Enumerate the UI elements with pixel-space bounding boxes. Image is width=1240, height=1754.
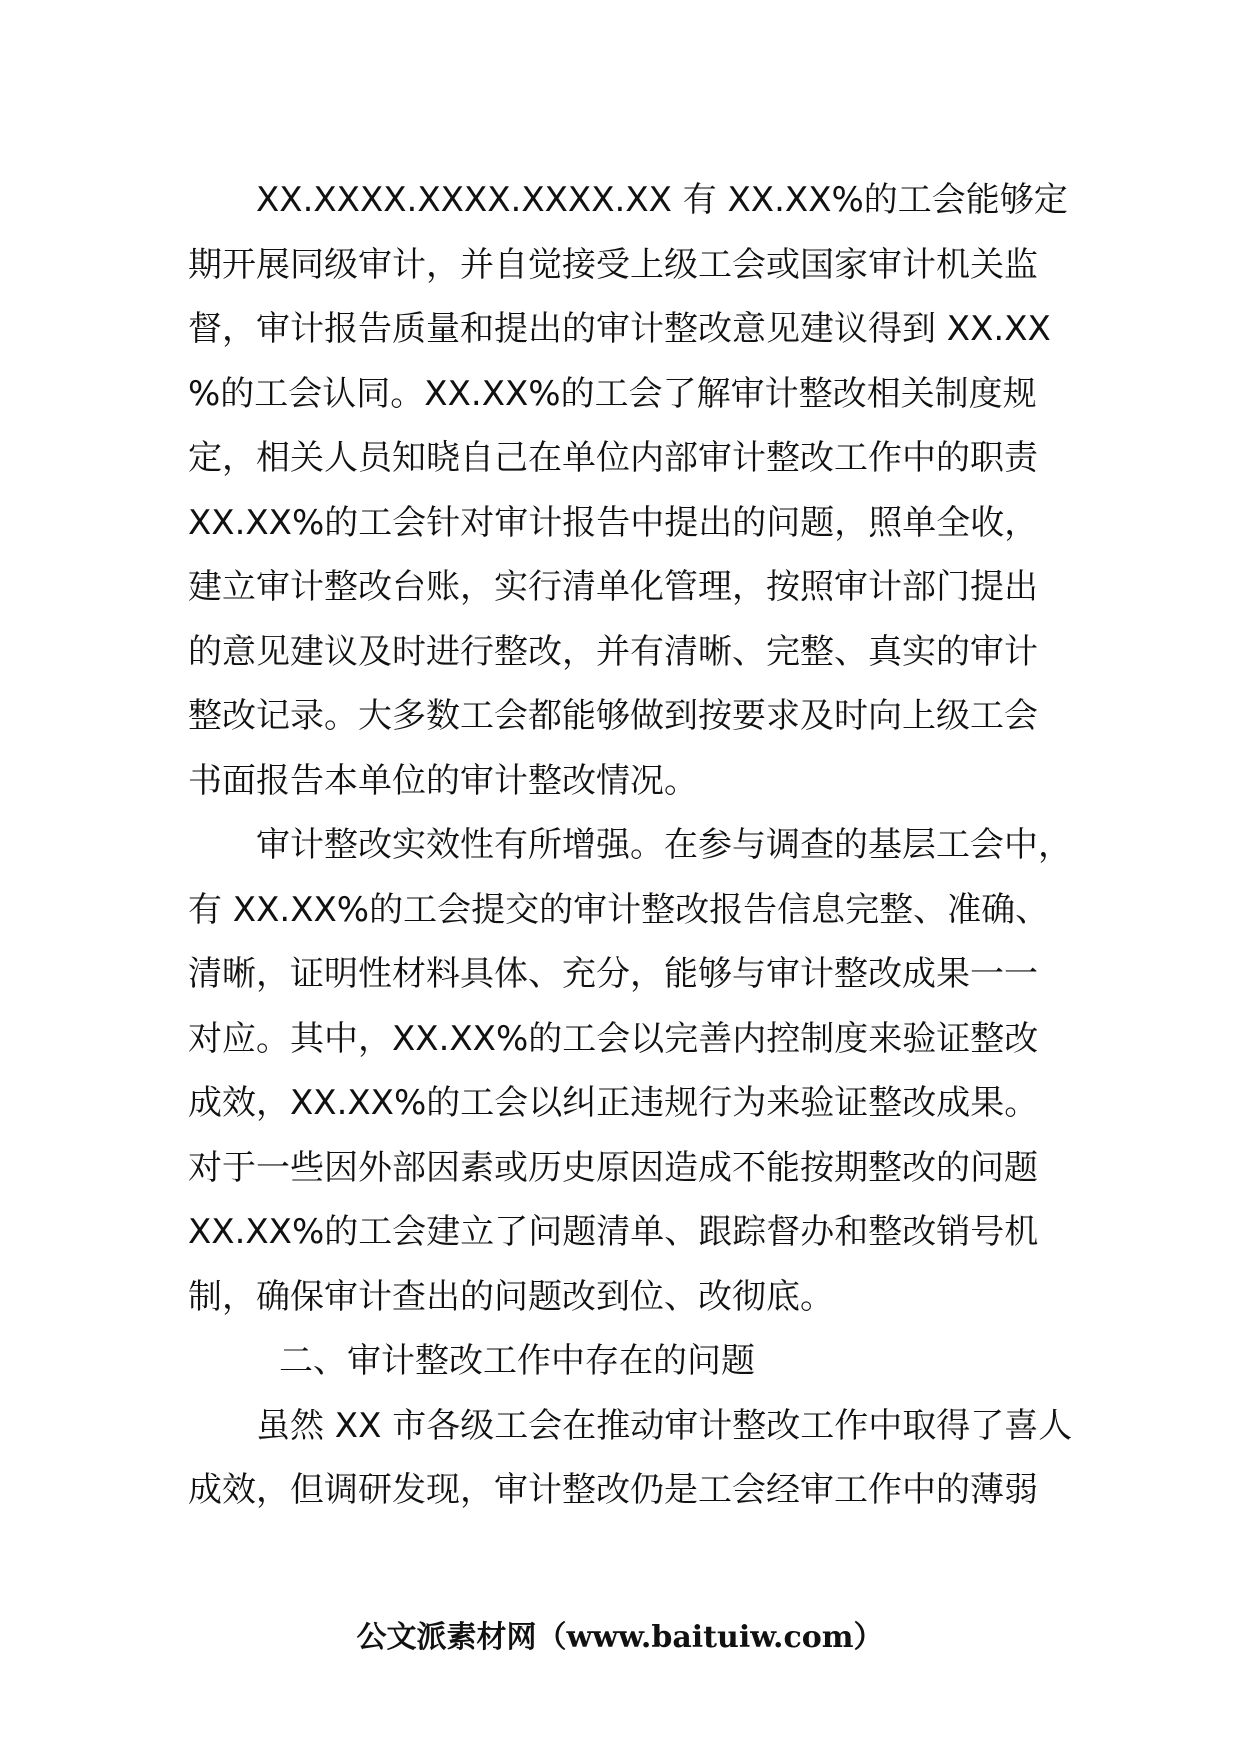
text-line: 对于一些因外部因素或历史原因造成不能按期整改的问题 xyxy=(188,1147,1038,1188)
text-line: 制，确保审计查出的问题改到位、改彻底。 xyxy=(188,1276,834,1317)
text-line: 虽然 XX 市各级工会在推动审计整改工作中取得了喜人 xyxy=(256,1405,1073,1446)
text-line: 成效，XX.XX%的工会以纠正违规行为来验证整改成果。 xyxy=(188,1083,1039,1123)
text-line: 整改记录。大多数工会都能够做到按要求及时向上级工会 xyxy=(188,696,1038,736)
text-line: XX.XX%的工会建立了问题清单、跟踪督办和整改销号机 xyxy=(188,1212,1039,1252)
section-heading: 二、审计整改工作中存在的问题 xyxy=(279,1341,755,1381)
text-line: 书面报告本单位的审计整改情况。 xyxy=(188,760,698,801)
text-line: 审计整改实效性有所增强。在参与调查的基层工会中， xyxy=(256,825,1072,865)
text-line: 有 XX.XX%的工会提交的审计整改报告信息完整、准确、 xyxy=(188,889,1050,930)
text-line: 定，相关人员知晓自己在单位内部审计整改工作中的职责 xyxy=(188,438,1038,478)
text-line: 清晰，证明性材料具体、充分，能够与审计整改成果一一 xyxy=(188,954,1038,994)
text-line: 的意见建议及时进行整改，并有清晰、完整、真实的审计 xyxy=(188,631,1038,672)
footer-watermark: 公文派素材网（www.baituiw.com） xyxy=(356,1620,884,1655)
document-body xyxy=(188,168,1073,1523)
text-line: XX.XX%的工会针对审计报告中提出的问题，照单全收， xyxy=(188,502,1039,543)
text-line: %的工会认同。XX.XX%的工会了解审计整改相关制度规 xyxy=(188,373,1037,414)
text-line: 成效，但调研发现，审计整改仍是工会经审工作中的薄弱 xyxy=(188,1470,1038,1510)
text-line: 对应。其中，XX.XX%的工会以完善内控制度来验证整改 xyxy=(188,1018,1039,1059)
text-line: 建立审计整改台账，实行清单化管理，按照审计部门提出 xyxy=(188,567,1038,607)
text-line: XX.XXXX.XXXX.XXXX.XX 有 XX.XX%的工会能够定 xyxy=(256,180,1068,220)
text-line: 期开展同级审计，并自觉接受上级工会或国家审计机关监 xyxy=(188,244,1038,285)
text-line: 督，审计报告质量和提出的审计整改意见建议得到 XX.XX xyxy=(188,309,1051,349)
